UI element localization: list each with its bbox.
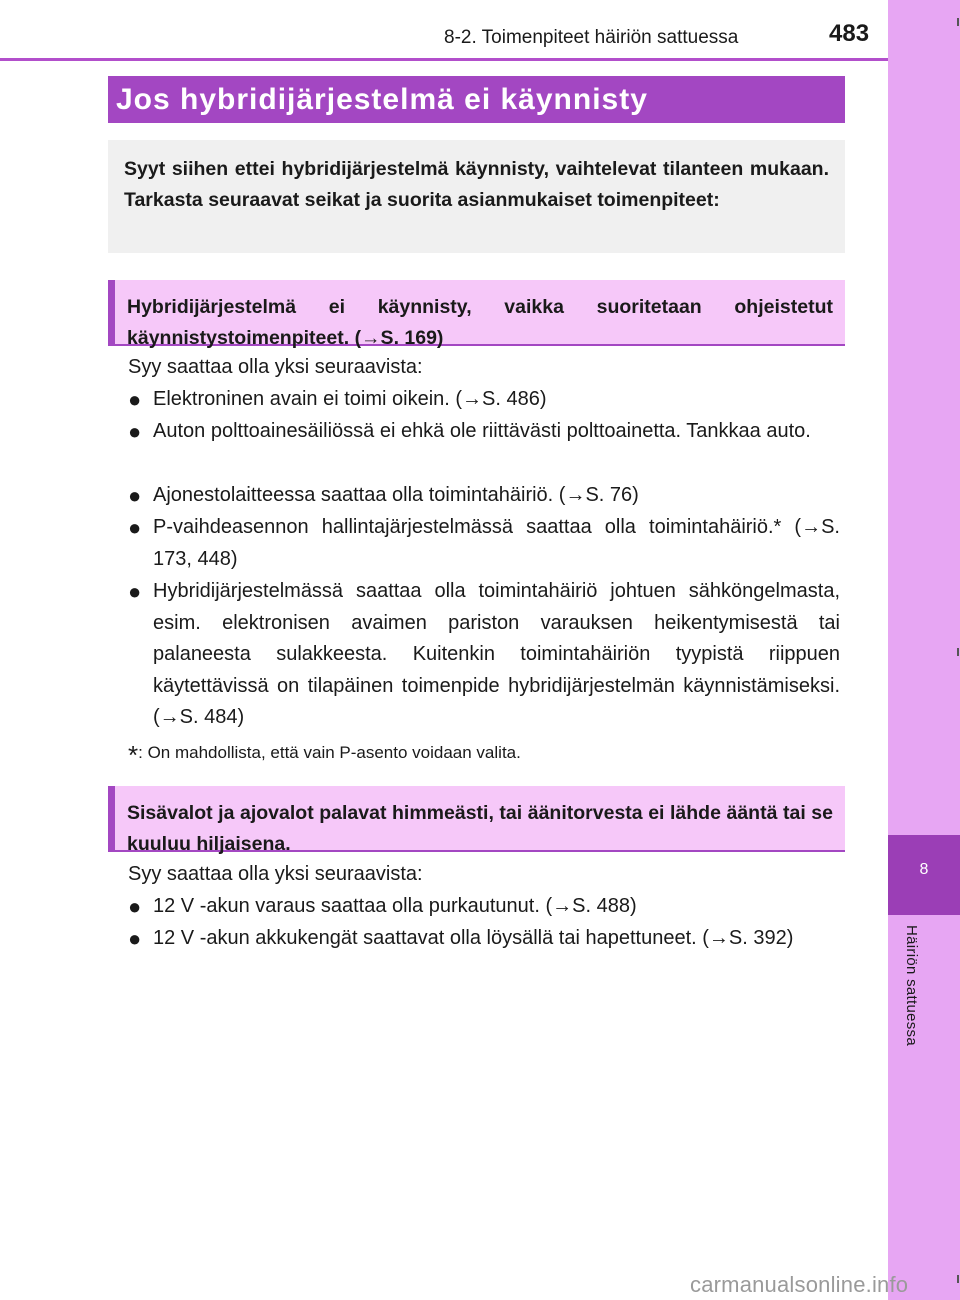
bullet-icon: ● [128, 419, 142, 444]
intro-box [108, 140, 845, 253]
footnote [128, 740, 521, 771]
watermark[interactable]: carmanualsonline.info [690, 1272, 909, 1297]
page-number: 483 [829, 20, 870, 47]
bullet-icon: ● [128, 579, 142, 604]
header-section-title: 8-2. Toimenpiteet häiriön sattuessa [444, 27, 739, 48]
bullet-icon: ● [128, 387, 142, 412]
bullet-icon: ● [128, 894, 142, 919]
section1-lead: Syy saattaa olla yksi seuraavista: [128, 356, 423, 378]
list-item: ● P-vaihdeasennon hallintajärjestelmässä saattaa olla toimintahäiriö.* (→S. 173, 448) [128, 512, 840, 575]
list-item: ● Elektroninen avain ei toimi oikein. (→S. 486) [128, 384, 840, 416]
footnote-text: : On mahdollista, että vain P-asento voidaan valita. [138, 743, 521, 762]
section-heading-1-text: Hybridijärjestelmä ei käynnisty, vaikka suoritetaan ohjeistetut käynnistystoimenpiteet. (→S. 169) [127, 296, 833, 349]
tab-tick-mark [957, 648, 959, 656]
bullet-icon: ● [128, 483, 142, 508]
chapter-number-box[interactable]: 8 [888, 835, 960, 915]
section-heading-1 [108, 280, 845, 349]
chapter-label: Häiriön sattuessa [903, 925, 920, 1046]
list-item: ● Ajonestolaitteessa saattaa olla toimintahäiriö. (→S. 76) [128, 480, 840, 512]
page-title: Jos hybridijärjestelmä ei käynnisty [108, 76, 845, 123]
section2-lead: Syy saattaa olla yksi seuraavista: [128, 863, 423, 885]
section-heading-2 [108, 786, 845, 855]
list-item: ● 12 V -akun akkukengät saattavat olla löysällä tai hapettuneet. (→S. 392) [128, 923, 840, 955]
bullet-icon: ● [128, 926, 142, 951]
list-item: ● Hybridijärjestelmässä saattaa olla toimintahäiriö johtuen sähköngelmasta, esim. elektronisen avaimen pariston varauksen heikentymisestä tai palaneesta sulakkeesta. Kuitenkin toimintahäiriön tyypistä riippuen käytettävissä on tilapäinen toimenpide hybridijärjestelmän käynnistämiseksi. (→S. 484) [128, 576, 840, 734]
intro-text: Syyt siihen ettei hybridijärjestelmä käynnisty, vaihtelevat tilanteen mukaan. Tarkasta seuraavat seikat ja suorita asianmukaiset toimenpiteet: [124, 158, 829, 211]
list-item: ● 12 V -akun varaus saattaa olla purkautunut. (→S. 488) [128, 891, 840, 923]
section-heading-2-text: Sisävalot ja ajovalot palavat himmeästi, tai äänitorvesta ei lähde ääntä tai se kuuluu hiljaisena. [127, 802, 833, 855]
list-item: ● Auton polttoainesäiliössä ei ehkä ole riittävästi polttoainetta. Tankkaa auto. [128, 416, 840, 448]
tab-tick-mark [957, 18, 959, 26]
footnote-mark: * [128, 740, 139, 770]
header-divider [0, 58, 888, 61]
tab-tick-mark [957, 1275, 959, 1283]
bullet-icon: ● [128, 515, 142, 540]
side-chapter-tab [888, 0, 960, 1300]
